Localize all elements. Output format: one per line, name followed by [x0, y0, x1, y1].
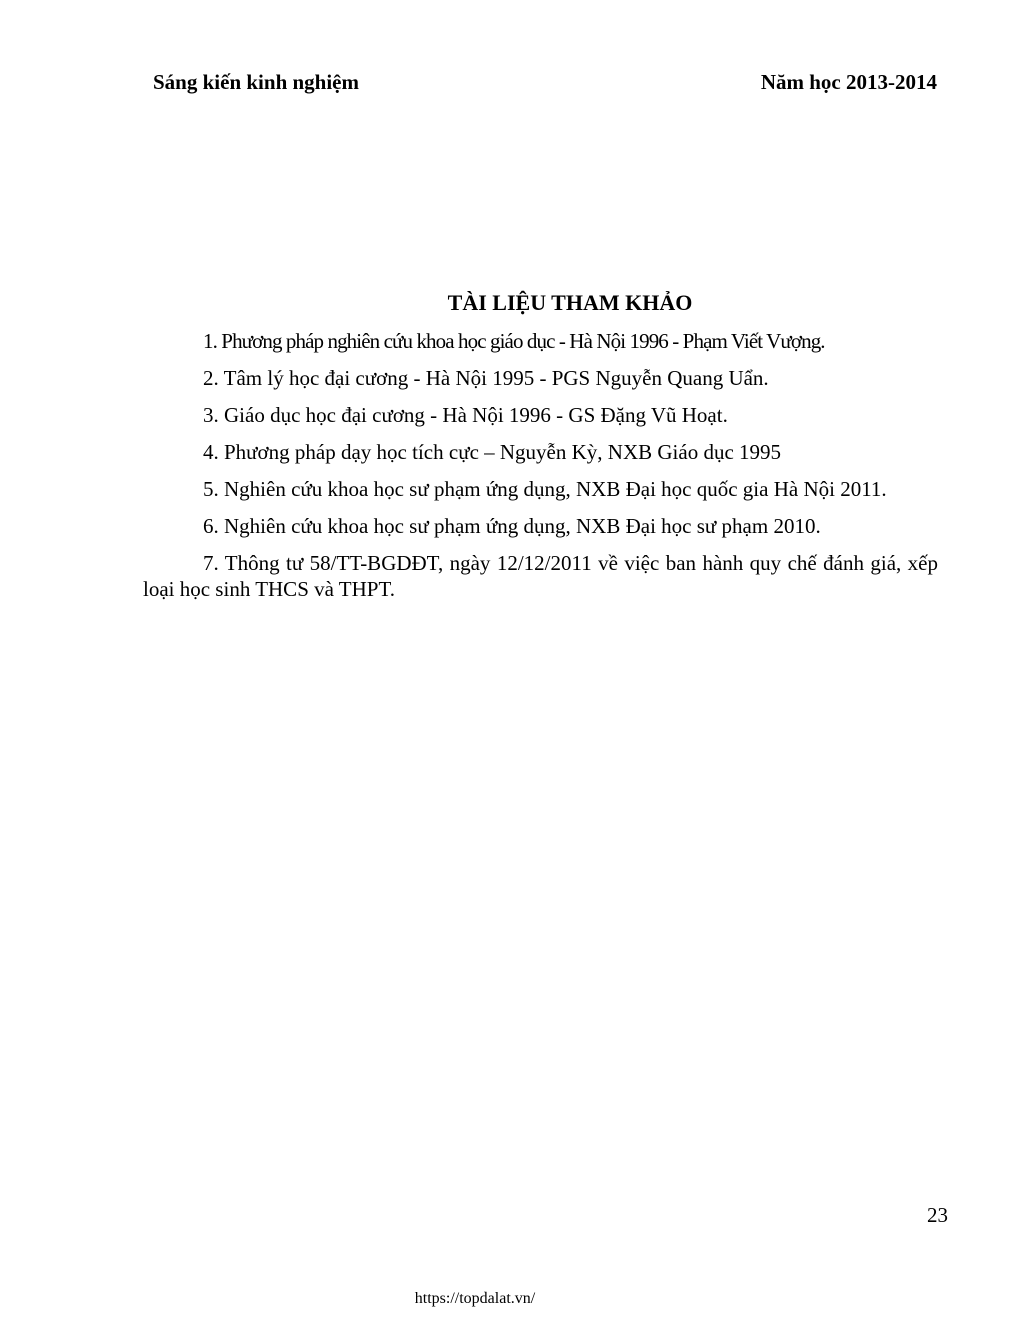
reference-item: 5. Nghiên cứu khoa học sư phạm ứng dụng, NXB Đại học quốc gia Hà Nội 2011.	[203, 477, 887, 501]
footer-url: https://topdalat.vn/	[414, 1290, 536, 1307]
reference-item: 7. Thông tư 58/TT-BGDĐT, ngày 12/12/2011 về việc ban hành quy chế đánh giá, xếp loại học sinh THCS và THPT.	[143, 551, 938, 601]
references-title: TÀI LIỆU THAM KHẢO	[447, 290, 693, 315]
header-school-year: Năm học 2013-2014	[760, 70, 937, 94]
page-number: 23	[927, 1203, 948, 1227]
reference-item: 4. Phương pháp dạy học tích cực – Nguyễn Kỳ, NXB Giáo dục 1995	[203, 440, 782, 464]
references-list	[143, 328, 938, 613]
reference-item: 3. Giáo dục học đại cương - Hà Nội 1996 - GS Đặng Vũ Hoạt.	[203, 403, 728, 427]
header-document-type: Sáng kiến kinh nghiệm	[153, 70, 360, 94]
reference-item: 2. Tâm lý học đại cương - Hà Nội 1995 - PGS Nguyễn Quang Uẩn.	[203, 366, 769, 390]
reference-item: 1. Phương pháp nghiên cứu khoa học giáo dục - Hà Nội 1996 - Phạm Viết Vượng.	[203, 329, 825, 353]
reference-item: 6. Nghiên cứu khoa học sư phạm ứng dụng, NXB Đại học sư phạm 2010.	[203, 514, 821, 538]
